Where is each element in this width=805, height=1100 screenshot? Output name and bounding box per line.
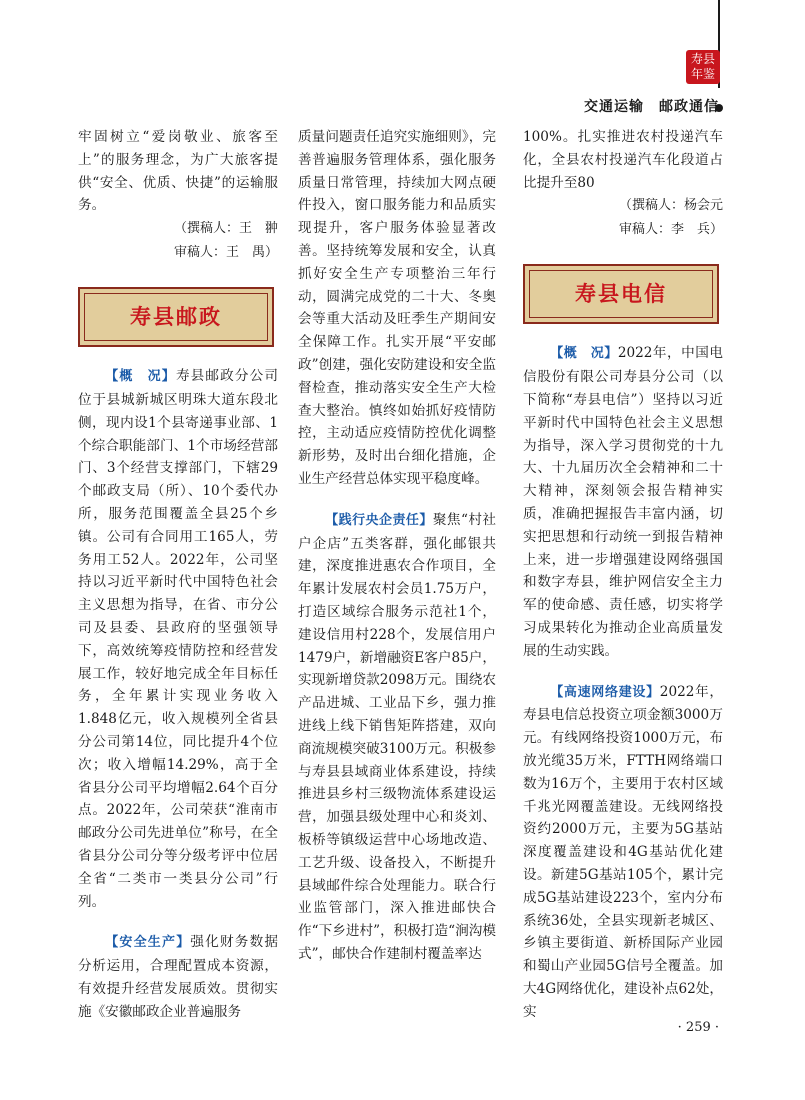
paragraph-intro: 牢固树立“爱岗敬业、旅客至上”的服务理念，为广大旅客提供“安全、优质、快捷”的运输服务。 — [78, 129, 278, 214]
column-3 — [523, 126, 723, 1024]
banner-title: 寿县邮政 — [130, 304, 222, 329]
keyword-label: 【概 况】 — [105, 369, 176, 385]
keyword-label: 【高速网络建设】 — [550, 684, 660, 700]
section-header: 交通运输 邮政通信 — [584, 99, 719, 115]
paragraph-overview — [78, 365, 278, 913]
section-banner-postal — [78, 287, 274, 347]
signature-writer: （撰稿人：杨会元 — [618, 198, 723, 214]
paragraph-text: 强化财务数据分析运用，合理配置成本资源，有效提升经营发展质效。贯彻实施《安徽邮政企业普遍服务 — [78, 934, 278, 1020]
paragraph-text: 聚焦“村社户企店”五类客群，强化邮银共建，深度推进惠农合作项目，全年累计发展农村会员1.75万户，打造区域综合服务示范社1个，建设信用村228个，发展信用户1479户，新增融资E客户85户，实现新增贷款2098万元。围绕农产品进城、工业品下乡，强力推进线上线下销售矩阵搭建，双向商流规模突破3100万元。积极参与寿县县域商业体系建设，持续推进县乡村三级物流体系建设运营，加强县级处理中心和炎刘、板桥等镇级运营中心场地改造、工艺升级、设备投入，不断提升县域邮件综合处理能力。联合行业监管部门，深入推进邮快合作“下乡进村”，积极打造“涧沟模式”，邮快合作建制村覆盖率达 — [298, 511, 496, 962]
signature-reviewer: 审稿人：王 禺） — [173, 245, 278, 261]
keyword-label: 【概 况】 — [550, 346, 618, 362]
column-1 — [78, 126, 278, 1024]
paragraph-safety — [78, 931, 278, 1023]
keyword-label: 【安全生产】 — [105, 935, 191, 951]
paragraph-continued: 质量问题责任追究实施细则》，完善普遍服务管理体系，强化服务质量日常管理，持续加大网点硬件投入，窗口服务能力和品质实现提升，客户服务体验显著改善。坚持统筹发展和安全，认真抓好安全生产专项整治三年行动，圆满完成党的二十大、冬奥会等重大活动及旺季生产期间安全保障工作。扎实开展“平安邮政”创建，强化安防建设和安全监督检查，推动落实安全生产大检查大整治。慎终如始抓好疫情防控，主动适应疫情防控优化调整新形势，及时出台细化措施，企业生产经营总体实现平稳度峰。 — [298, 129, 496, 487]
keyword-label: 【践行央企责任】 — [325, 512, 433, 528]
signature-writer: （撰稿人：王 翀 — [173, 221, 278, 237]
paragraph-text: 寿县邮政分公司位于县城新城区明珠大道东段北侧，现内设1个县寄递事业部、1个综合职能部门、1个市场经营部门、3个经营支撑部门，下辖29个邮政支局（所）、10个委代办所，服务范围覆盖全县25个乡镇。公司有合同用工165人，劳务用工52人。2022年，公司坚持以习近平新时代中国特色社会主义思想为指导，在省、市分公司及县委、县政府的坚强领导下，高效统筹疫情防控和经营发展工作，较好地完成全年目标任务，全年累计实现业务收入1.848亿元，收入规模列全省县分公司第14位，同比提升4个位次；收入增幅14.29%，高于全省县分公司平均增幅2.64个百分点。2022年，公司荣获“淮南市邮政分公司先进单位”称号，在全省县分公司分等分级考评中位居全省“二类市一类县分公司”行列。 — [78, 368, 278, 910]
signature-reviewer: 审稿人：李 兵） — [618, 222, 723, 238]
banner-title: 寿县电信 — [575, 281, 667, 306]
paragraph-network — [523, 681, 723, 1024]
page-number: · 259 · — [677, 1020, 719, 1035]
paragraph-central-enterprise — [298, 509, 496, 966]
paragraph-overview — [523, 342, 723, 662]
paragraph-continued: 100%。扎实推进农村投递汽车化，全县农村投递汽车化段道占比提升至80 — [523, 129, 723, 191]
paragraph-text: 2022年，中国电信股份有限公司寿县分公司（以下简称“寿县电信”）坚持以习近平新时代中国特色社会主义思想为指导，深入学习贯彻党的十九大、十九届历次全会精神和二十大精神，深刻领会报告精神实质，准确把握报告丰富内涵，切实把思想和行动统一到报告精神上来，进一步增强建设网络强国和数字寿县，维护网信安全主力军的使命感、责任感，切实将学习成果转化为推动企业高质量发展的生动实践。 — [523, 345, 723, 659]
paragraph-text: 2022年，寿县电信总投资立项金额3000万元。有线网络投资1000万元，布放光缆35万米，FTTH网络端口数为16万个，主要用于农村区域千兆光网覆盖建设。无线网络投资约2000万元，主要为5G基站深度覆盖建设和4G基站优化建设。新建5G基站105个，累计完成5G基站建设223个，室内分布系统36处，全县实现新老城区、乡镇主要街道、新桥国际产业园和蜀山产业园5G信号全覆盖。加大4G网络优化，建设补点62处，实 — [523, 683, 723, 1020]
column-2 — [298, 126, 496, 966]
yearbook-logo: 寿县年鉴 — [686, 50, 720, 84]
section-banner-telecom — [523, 264, 719, 324]
